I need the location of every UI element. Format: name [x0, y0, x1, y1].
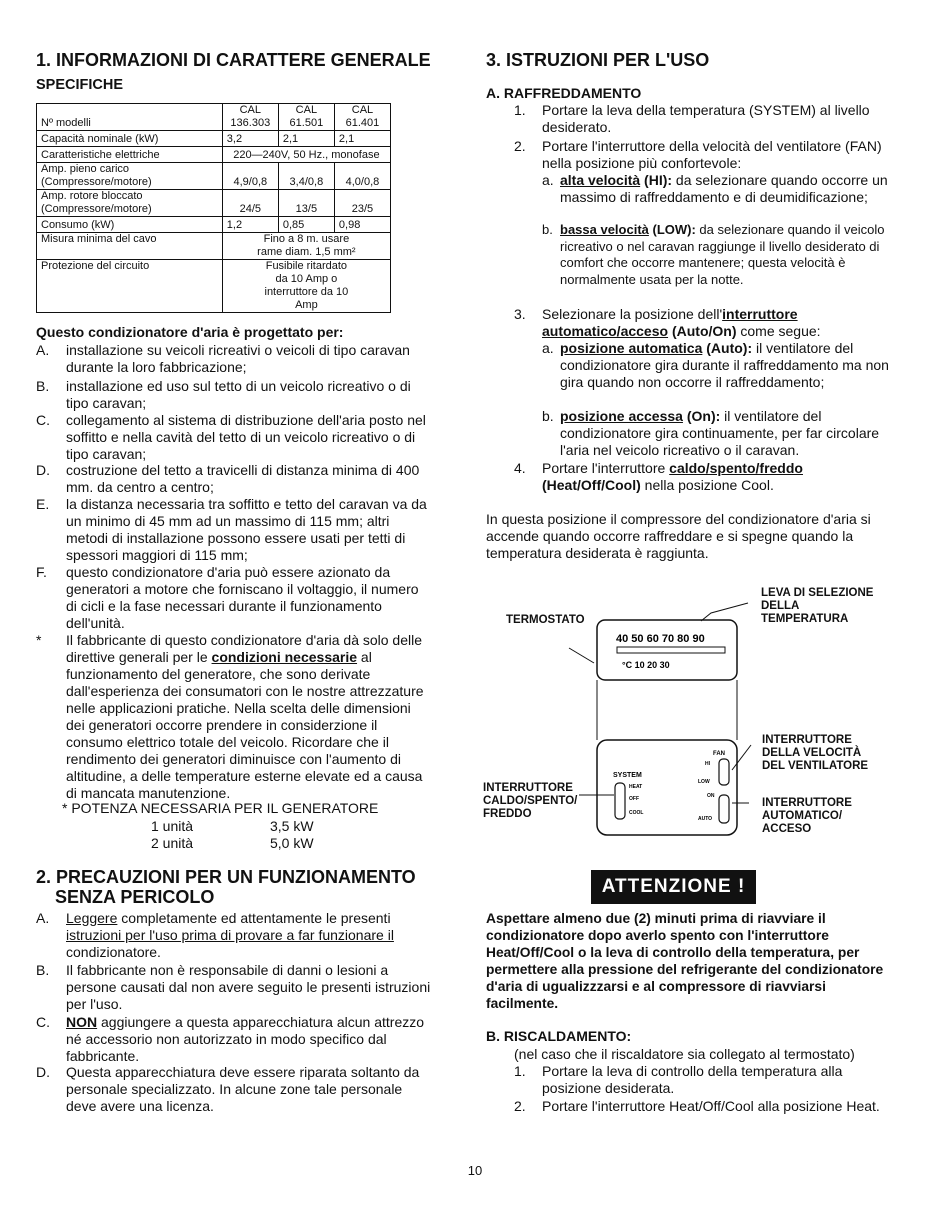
table-cell: 3,4/0,8	[278, 163, 334, 190]
system-switch[interactable]	[615, 783, 625, 819]
item-key: b.	[542, 222, 553, 237]
section-1-title: 1. INFORMAZIONI DI CARATTERE GENERALE	[36, 50, 431, 70]
fan-label: FAN	[713, 751, 725, 757]
table-cell: 220—240V, 50 Hz., monofase	[222, 147, 390, 163]
item-text: installazione su veicoli ricreativi o veicoli di tipo caravan durante la loro fabbricazione;	[66, 342, 410, 375]
item-text: Portare l'interruttore della velocità del ventilatore (FAN) nella posizione più confortevole:	[542, 138, 882, 171]
thermostat-leader	[569, 648, 594, 663]
item-key: 2.	[514, 1098, 526, 1114]
item-part: (On):	[682, 408, 721, 424]
item-emphasis: bassa velocità	[560, 222, 649, 237]
lever-leader	[701, 603, 748, 621]
item-key: F.	[36, 564, 47, 580]
table-cell: 0,98	[334, 217, 390, 233]
celsius-scale: °C 10 20 30	[622, 660, 670, 670]
table-cell: CAL 61.501	[278, 104, 334, 131]
auto-switch-label: INTERRUTTORE AUTOMATICO/ ACCESO	[762, 797, 852, 835]
auto-label: AUTO	[698, 816, 713, 822]
system-label: SYSTEM	[613, 772, 642, 779]
item-key: D.	[36, 1064, 50, 1080]
section-2-title: 2. PRECAUZIONI PER UN FUNZIONAMENTO	[36, 867, 416, 887]
power-unit-1: 1 unità	[151, 818, 194, 834]
section-3-title: 3. ISTRUZIONI PER L'USO	[486, 50, 710, 70]
item-part: (LOW):	[648, 222, 696, 237]
table-cell: Misura minima del cavo	[37, 233, 223, 260]
design-title: Questo condizionatore d'aria è progettato per:	[36, 324, 344, 340]
item-text: costruzione del tetto a travicelli di distanza minima di 400 mm. da centro a centro;	[66, 462, 420, 495]
page-number: 10	[467, 1163, 483, 1178]
item-text: Portare la leva della temperatura (SYSTEM) al livello desiderato.	[542, 102, 870, 135]
item-part: da selezionare quando il veicolo ricreativo o nel caravan raggiunge il livello desiderato di comfort che occorre mantenere; questa velocità è normalmente usata per la notte.	[560, 222, 885, 287]
item-emphasis: NON	[66, 1014, 98, 1030]
footnote-mark: *	[36, 632, 42, 648]
item-part: nella posizione Cool.	[640, 477, 774, 493]
table-cell: CAL 136.303	[222, 104, 278, 131]
item-key: 1.	[514, 102, 526, 118]
item-emphasis: alta velocità	[560, 172, 641, 188]
item-text	[66, 1014, 431, 1065]
item-part: il ventilatore del condizionatore gira continuamente, per far circolare l'aria nel veicolo ricreativo o il caravan.	[560, 408, 880, 458]
thermostat-top-panel	[597, 620, 737, 680]
item-key: 2.	[514, 138, 526, 154]
item-text	[560, 172, 894, 206]
lever-label: LEVA DI SELEZIONE DELLA TEMPERATURA	[761, 587, 874, 625]
item-text: Portare la leva di controllo della temperatura alla posizione desiderata.	[542, 1063, 843, 1096]
table-cell: Caratteristiche elettriche	[37, 147, 223, 163]
cool-label: COOL	[629, 810, 644, 816]
item-part: (HI):	[640, 172, 673, 188]
table-cell: Amp. rotore bloccato (Compressore/motore)	[37, 190, 223, 217]
spec-title: SPECIFICHE	[36, 77, 124, 93]
item-text: questo condizionatore d'aria può essere azionato da generatori a motore che forniscano il voltaggio, il numero di cicli e la fase necessari durante il funzionamento dell'unità.	[66, 564, 419, 631]
item-part: completamente ed attentamente le presenti	[117, 910, 391, 926]
table-cell: 2,1	[334, 131, 390, 147]
table-cell: 1,2	[222, 217, 278, 233]
spec-table	[36, 103, 391, 313]
item-key: B.	[36, 378, 50, 394]
power-value-2: 5,0 kW	[270, 835, 314, 851]
item-key: b.	[542, 408, 554, 424]
item-text: Il fabbricante non è responsabile di danni o lesioni a persone causati dal non avere seguito le presenti istruzioni per l'uso.	[66, 962, 431, 1012]
table-cell: Fino a 8 m. usare rame diam. 1,5 mm²	[222, 233, 390, 260]
table-cell: Protezione del circuito	[37, 260, 223, 313]
table-cell: Amp. pieno carico (Compressore/motore)	[37, 163, 223, 190]
table-cell: Nº modelli	[37, 104, 223, 131]
power-unit-2: 2 unità	[151, 835, 194, 851]
cooling-title: A. RAFFREDDAMENTO	[486, 85, 642, 101]
table-cell: Fusibile ritardato da 10 Amp o interruttore da 10 Amp	[222, 260, 390, 313]
item-key: E.	[36, 496, 50, 512]
thermostat-side	[597, 680, 737, 740]
item-key: D.	[36, 462, 50, 478]
item-part: da selezionare quando occorre un massimo di raffreddamento e di deumidificazione;	[560, 172, 888, 205]
table-cell: 4,9/0,8	[222, 163, 278, 190]
item-text: Portare l'interruttore Heat/Off/Cool alla posizione Heat.	[542, 1098, 880, 1114]
item-text	[66, 910, 431, 961]
item-text	[542, 460, 894, 494]
item-text	[560, 408, 894, 459]
table-cell: Consumo (kW)	[37, 217, 223, 233]
table-cell: 0,85	[278, 217, 334, 233]
off-label: OFF	[629, 796, 639, 802]
table-cell: 23/5	[334, 190, 390, 217]
table-cell: 4,0/0,8	[334, 163, 390, 190]
table-cell: 13/5	[278, 190, 334, 217]
fan-switch-label: INTERRUTTORE DELLA VELOCITÀ DEL VENTILATORE	[762, 734, 869, 772]
termostato-label: TERMOSTATO	[506, 614, 585, 626]
item-key: A.	[36, 342, 50, 358]
footnote-emphasis: condizioni necessarie	[211, 649, 358, 665]
item-key: C.	[36, 1014, 50, 1030]
item-emphasis: interruttore automatico/acceso	[542, 306, 798, 339]
power-value-1: 3,5 kW	[270, 818, 314, 834]
table-cell: 24/5	[222, 190, 278, 217]
item-key: 1.	[514, 1063, 526, 1079]
table-cell: 2,1	[278, 131, 334, 147]
system-switch-label: INTERRUTTORE CALDO/SPENTO/ FREDDO	[483, 782, 578, 820]
item-part: (Auto):	[702, 340, 753, 356]
auto-switch[interactable]	[719, 795, 729, 823]
item-text: collegamento al sistema di distribuzione dell'aria posto nel soffitto e nella cavità del tetto di un veicolo ricreativo o di tipo caravan;	[66, 412, 426, 462]
item-text: la distanza necessaria tra soffitto e tetto del caravan va da un minimo di 45 mm ad un massimo di 115 mm; altri metodi di installazione possono essere usati per tetti di spessori maggiori di 115 mm;	[66, 496, 427, 563]
hi-label: HI	[705, 761, 710, 767]
item-key: 4.	[514, 460, 526, 476]
item-text	[560, 340, 894, 391]
item-key: B.	[36, 962, 50, 978]
item-part: condizionatore.	[66, 944, 161, 960]
item-emphasis: caldo/spento/freddo	[669, 460, 803, 476]
item-emphasis: istruzioni per l'uso prima di provare a far funzionare il	[66, 927, 394, 943]
temperature-slider[interactable]	[617, 647, 725, 653]
item-key: a.	[542, 340, 554, 356]
table-cell: Capacità nominale (kW)	[37, 131, 223, 147]
item-key: 3.	[514, 306, 526, 322]
item-emphasis: Leggere	[66, 910, 118, 926]
item-part: il ventilatore del condizionatore gira durante il raffreddamento ma non gira quando non occorre il raffreddamento;	[560, 340, 889, 390]
item-key: C.	[36, 412, 50, 428]
item-part: (Auto/On)	[668, 323, 737, 339]
fan-switch[interactable]	[719, 759, 729, 785]
footnote-part: al funzionamento del generatore, che sono derivate dall'esperienza dei consumatori con le nostre attrezzature nelle applicazioni pratiche. Nella scelta delle dimensioni dei generatori occorre prendere in considerzione il consumo elettrico totale del veicolo. Ricordare che il rendimento dei generatori diminuisce con l'aumento di altitudine, a delle temperature esterne elevate ed a causa di mancata manutenzione.	[66, 649, 424, 801]
item-part: aggiungere a questa apparecchiatura alcun attrezzo né accessorio non autorizzato in modo specifico dal fabbricante.	[66, 1014, 425, 1064]
warning-banner: ATTENZIONE !	[591, 870, 756, 904]
item-part: Selezionare la posizione dell'	[542, 306, 723, 322]
footnote-text	[66, 632, 431, 802]
item-part: come segue:	[736, 323, 821, 339]
heating-title: B. RISCALDAMENTO:	[486, 1028, 632, 1044]
item-emphasis: posizione accessa	[560, 408, 683, 424]
item-key: a.	[542, 172, 554, 188]
fan-leader	[732, 745, 751, 770]
item-emphasis: posizione automatica	[560, 340, 703, 356]
item-text	[560, 222, 894, 288]
item-text: Questa apparecchiatura deve essere riparata soltanto da personale specializzato. In alcune zone tale personale deve avere una licenza.	[66, 1064, 420, 1114]
on-label: ON	[707, 793, 715, 799]
power-title: * POTENZA NECESSARIA PER IL GENERATORE	[62, 800, 379, 816]
fahrenheit-scale: 40 50 60 70 80 90	[616, 633, 705, 645]
cooling-paragraph: In questa posizione il compressore del condizionatore d'aria si accende quando occorre raffreddare e si spegne quando la temperatura desiderata è raggiunta.	[486, 511, 871, 561]
table-cell: 3,2	[222, 131, 278, 147]
table-cell: CAL 61.401	[334, 104, 390, 131]
item-text	[542, 306, 894, 340]
warning-text: Aspettare almeno due (2) minuti prima di riavviare il condizionatore dopo averlo spento con l'interruttore Heat/Off/Cool o la leva di controllo della temperatura, per permettere alla pressione del refrigerante del condizionatore d'aria di ugualizzzarsi e al compressore di riavviarsi facilmente.	[486, 911, 884, 1011]
footnote-part: Il fabbricante di questo condizionatore d'aria dà solo delle direttive generali per le	[66, 632, 423, 665]
low-label: LOW	[698, 779, 710, 785]
item-text: installazione ed uso sul tetto di un veicolo ricreativo o di tipo caravan;	[66, 378, 411, 411]
heating-note: (nel caso che il riscaldatore sia collegato al termostato)	[514, 1046, 855, 1062]
item-part: (Heat/Off/Cool)	[542, 477, 641, 493]
heat-label: HEAT	[629, 784, 643, 790]
section-2-title-line2: SENZA PERICOLO	[55, 887, 215, 907]
item-part: Portare l'interruttore	[542, 460, 670, 476]
item-key: A.	[36, 910, 50, 926]
